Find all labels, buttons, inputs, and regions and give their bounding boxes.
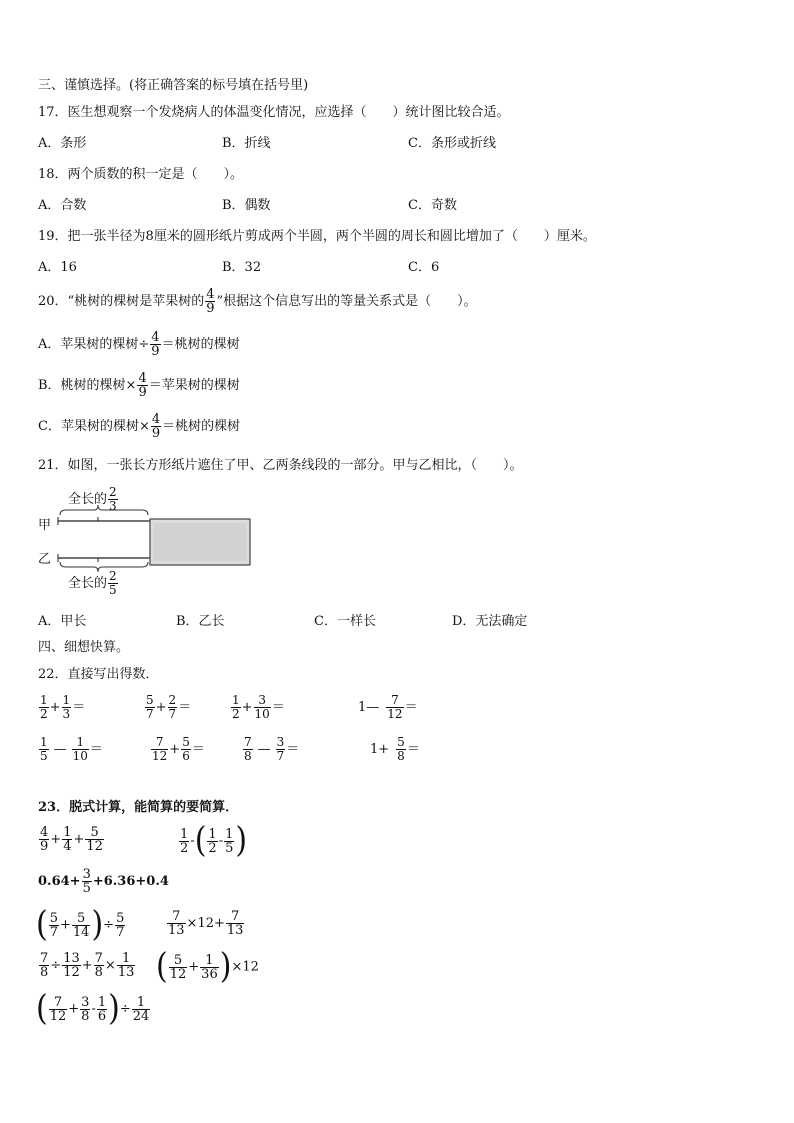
fraction [224, 828, 234, 855]
right-paren: ) [219, 946, 232, 987]
fraction-numerator: 3 [258, 693, 266, 707]
operator: + [241, 700, 253, 715]
fraction [39, 736, 49, 763]
q17-option-a: A．条形 [38, 136, 87, 151]
q23-expr-3 [38, 868, 169, 895]
fraction [386, 694, 403, 721]
fraction-numerator: 1 [180, 826, 189, 842]
fraction-denominator: 12 [49, 1008, 67, 1024]
operator: — [257, 742, 271, 757]
q18-option-b: B．偶数 [222, 198, 271, 213]
q18-option-a: A．合数 [38, 198, 87, 213]
q22-item-1 [38, 694, 85, 721]
fraction-numerator: 1 [136, 994, 146, 1010]
q21-option-a: A．甲长 [38, 614, 87, 629]
q20-option-a [38, 328, 240, 362]
q22-item-8 [370, 736, 420, 763]
left-paren: ( [36, 904, 48, 945]
fraction-numerator: 5 [49, 910, 58, 926]
fraction-denominator: 12 [86, 839, 103, 854]
lead-term: 1+ [370, 742, 390, 757]
fraction-numerator: 3 [81, 994, 90, 1010]
q22-item-7 [242, 736, 299, 763]
fraction [181, 736, 191, 763]
fraction-numerator: 2 [168, 693, 177, 707]
question-21-stem: 21．如图，一张长方形纸片遮住了甲、乙两条线段的一部分。甲与乙相比，（ ）。 [38, 458, 523, 473]
label-jia: 甲 [38, 518, 52, 533]
fraction-numerator: 5 [90, 825, 99, 840]
question-23-stem: 23．脱式计算，能简算的要简算． [38, 800, 239, 815]
fraction [132, 996, 151, 1023]
q23-expr-1 [38, 826, 105, 853]
fraction-numerator: 1 [121, 951, 131, 966]
q19-option-c: C．6 [408, 260, 440, 275]
left-paren: ( [194, 820, 207, 861]
fraction-numerator: 3 [276, 735, 285, 749]
fraction-denominator: 6 [182, 749, 190, 763]
fraction-denominator: 12 [63, 965, 80, 980]
q22-item-2 [144, 694, 191, 721]
right-paren: ) [108, 988, 120, 1029]
fraction-denominator: 24 [132, 1008, 150, 1024]
q21-diagram [36, 486, 256, 598]
fraction-numerator: 5 [173, 952, 183, 968]
fraction [231, 694, 241, 721]
operator: + [169, 742, 181, 757]
fraction-denominator: 8 [94, 965, 103, 980]
operator: + [49, 700, 61, 715]
bottom-caption [68, 570, 119, 597]
equals-sign: ＝ [406, 742, 420, 757]
fraction [115, 912, 125, 939]
fraction-denominator: 12 [169, 966, 187, 982]
equals-sign: ＝ [178, 700, 192, 715]
question-19-stem: 19．把一张半径为8厘米的圆形纸片剪成两个半圆，两个半圆的周长和圆比增加了（ ）厘米。 [38, 229, 596, 244]
fraction-numerator: 7 [40, 951, 49, 966]
fraction-denominator: 12 [387, 707, 403, 721]
fraction-denominator: 13 [168, 923, 185, 938]
fraction [226, 910, 245, 937]
q18-option-c: C．奇数 [408, 198, 457, 213]
option-prefix: A．苹果树的棵树÷ [38, 337, 150, 352]
operator: + [81, 958, 93, 973]
fraction [39, 952, 49, 979]
fraction-denominator: 5 [109, 583, 117, 597]
q23-expr-6 [38, 952, 136, 979]
fraction-numerator: 13 [63, 951, 80, 966]
fraction-numerator: 1 [225, 826, 234, 842]
fraction-numerator: 4 [138, 371, 147, 386]
section-4-title: 四、细想快算。 [38, 640, 130, 655]
option-prefix: B．桃树的棵树× [38, 378, 137, 393]
fraction-numerator: 7 [231, 909, 240, 924]
q21-option-c: C．一样长 [314, 614, 376, 629]
q20-option-b [38, 369, 240, 403]
fraction-numerator: 5 [397, 735, 405, 749]
fraction-denominator: 7 [116, 924, 125, 940]
fraction-numerator: 1 [232, 693, 240, 707]
fraction [85, 826, 104, 853]
equals-sign: ＝ [89, 742, 103, 757]
fraction [151, 736, 168, 763]
fraction-denominator: 8 [397, 749, 405, 763]
fraction-numerator: 1 [62, 693, 71, 707]
q17-option-b: B．折线 [222, 136, 271, 151]
fraction-numerator: 5 [182, 735, 190, 749]
fraction-numerator: 7 [94, 951, 103, 966]
fraction [207, 828, 217, 855]
fraction-denominator: 9 [151, 426, 161, 441]
q21-option-d: D．无法确定 [452, 614, 528, 629]
right-paren: ) [235, 820, 248, 861]
fraction-denominator: 8 [244, 749, 252, 763]
fraction-four-ninths [151, 413, 161, 440]
fraction-numerator: 1 [40, 693, 48, 707]
fraction-numerator: 1 [97, 994, 107, 1010]
fraction-four-ninths [150, 331, 160, 358]
fraction [276, 736, 286, 763]
fraction-denominator: 7 [276, 749, 285, 763]
fraction [62, 826, 72, 853]
fraction [117, 952, 136, 979]
q23-expr-5 [166, 910, 245, 937]
fraction-denominator: 9 [40, 839, 49, 854]
operator: - [218, 833, 224, 849]
operator: + [60, 917, 71, 933]
fraction-numerator: 5 [146, 693, 154, 707]
operator: ÷ [50, 958, 62, 973]
fraction-two-thirds [108, 486, 118, 513]
operator: + [155, 700, 167, 715]
q23-expr-4 [36, 904, 126, 945]
fraction [168, 694, 178, 721]
fraction-denominator: 2 [208, 840, 217, 856]
operator: - [190, 833, 195, 849]
equals-sign: ＝ [271, 700, 285, 715]
operator: — [53, 742, 67, 757]
q22-item-6 [150, 736, 205, 763]
fraction-denominator: 10 [72, 749, 88, 763]
fraction [80, 996, 90, 1023]
fraction [49, 912, 59, 939]
option-suffix: ＝苹果树的棵树 [148, 378, 240, 393]
q20-stem-suffix: ”根据这个信息写出的等量关系式是（ ）。 [216, 294, 477, 309]
operator: + [73, 832, 85, 847]
caption-text: 全长的 [68, 492, 108, 507]
expr-suffix: ×12 [231, 959, 259, 975]
fraction-denominator: 5 [40, 749, 48, 763]
fraction-denominator: 13 [117, 965, 135, 980]
fraction [145, 694, 155, 721]
fraction-numerator: 2 [109, 485, 117, 499]
operator: ÷ [103, 917, 115, 933]
option-prefix: C．苹果树的棵树× [38, 419, 150, 434]
fraction [39, 694, 49, 721]
operator: × [104, 958, 116, 973]
lead-term: 1— [358, 700, 380, 715]
fraction [243, 736, 253, 763]
fraction-denominator: 2 [180, 840, 189, 856]
caption-text: 全长的 [68, 576, 108, 591]
fraction-numerator: 5 [116, 910, 125, 926]
fraction-denominator: 13 [226, 923, 244, 938]
fraction [200, 954, 219, 981]
fraction [62, 694, 72, 721]
question-22-stem: 22．直接写出得数． [38, 667, 159, 682]
fraction-four-ninths [137, 372, 147, 399]
fraction [169, 954, 188, 981]
q20-option-c [38, 410, 240, 444]
question-17-stem: 17．医生想观察一个发烧病人的体温变化情况，应选择（ ）统计图比较合适。 [38, 105, 510, 120]
covering-paper-shade [154, 523, 246, 561]
equals-sign: ＝ [191, 742, 205, 757]
fraction-numerator: 7 [244, 735, 252, 749]
fraction-numerator: 1 [40, 735, 48, 749]
fraction-numerator: 7 [172, 909, 181, 924]
q23-expr-2 [178, 820, 248, 861]
q22-item-5 [38, 736, 103, 763]
fraction-numerator: 1 [76, 735, 85, 749]
fraction-numerator: 4 [40, 825, 49, 840]
fraction-numerator: 4 [151, 330, 160, 345]
fraction [82, 868, 92, 895]
fraction-numerator: 3 [82, 867, 91, 882]
fraction-denominator: 7 [168, 707, 177, 721]
q23-expr-7 [156, 946, 259, 987]
label-yi: 乙 [38, 552, 52, 567]
fraction-four-ninths [205, 288, 215, 315]
operator: + [188, 959, 200, 975]
q22-item-3 [230, 694, 285, 721]
fraction-denominator: 5 [82, 881, 91, 896]
fraction-denominator: 4 [63, 839, 72, 854]
fraction [179, 828, 189, 855]
fraction-denominator: 10 [254, 707, 270, 721]
equals-sign: ＝ [72, 700, 86, 715]
fraction-numerator: 4 [151, 412, 161, 427]
fraction-two-fifths [108, 570, 118, 597]
q19-option-b: B．32 [222, 260, 262, 275]
fraction [39, 826, 49, 853]
fraction [167, 910, 186, 937]
q23-expr-8 [36, 988, 151, 1029]
operator: + [50, 832, 62, 847]
fraction-numerator: 5 [77, 910, 86, 926]
q21-option-b: B．乙长 [176, 614, 225, 629]
q20-stem-prefix: 20．“桃树的棵树是苹果树的 [38, 294, 205, 309]
fraction-denominator: 3 [62, 707, 71, 721]
expr-middle: ×12+ [186, 916, 225, 931]
fraction-denominator: 9 [206, 301, 215, 316]
fraction-denominator: 9 [138, 385, 147, 400]
fraction-denominator: 8 [81, 1008, 90, 1024]
fraction-denominator: 7 [49, 924, 58, 940]
fraction-denominator: 9 [151, 344, 160, 359]
fraction-denominator: 2 [40, 707, 48, 721]
question-18-stem: 18．两个质数的积一定是（ ）。 [38, 167, 244, 182]
q19-option-a: A．16 [38, 260, 77, 275]
left-paren: ( [156, 946, 168, 987]
right-paren: ) [91, 904, 104, 945]
fraction-denominator: 7 [146, 707, 154, 721]
question-20-stem [38, 285, 477, 319]
fraction-denominator: 36 [201, 966, 218, 982]
operator: ÷ [119, 1001, 131, 1017]
fraction-numerator: 1 [205, 952, 214, 968]
expr-suffix: +6.36+0.4 [92, 874, 169, 889]
fraction-numerator: 2 [109, 569, 117, 583]
fraction-numerator: 1 [63, 825, 72, 840]
fraction [254, 694, 271, 721]
fraction-denominator: 3 [109, 499, 117, 513]
fraction [49, 996, 68, 1023]
operator: - [91, 1001, 96, 1017]
q22-item-4 [358, 694, 418, 721]
fraction-numerator: 7 [155, 735, 164, 749]
fraction-denominator: 12 [152, 749, 168, 763]
operator: + [68, 1001, 80, 1017]
section-3-title: 三、谨慎选择。(将正确答案的标号填在括号里) [38, 78, 309, 93]
fraction-denominator: 2 [232, 707, 240, 721]
expr-prefix: 0.64+ [38, 874, 81, 889]
q17-option-c: C．条形或折线 [408, 136, 496, 151]
fraction-numerator: 4 [206, 287, 215, 302]
fraction-numerator: 1 [208, 826, 217, 842]
fraction-denominator: 8 [40, 965, 49, 980]
fraction [396, 736, 406, 763]
option-suffix: ＝桃树的棵树 [162, 419, 241, 434]
top-caption [68, 486, 119, 513]
fraction-numerator: 7 [391, 693, 399, 707]
fraction [72, 736, 89, 763]
equals-sign: ＝ [286, 742, 300, 757]
fraction [62, 952, 81, 979]
fraction [72, 912, 91, 939]
equals-sign: ＝ [404, 700, 418, 715]
fraction-denominator: 14 [72, 924, 90, 940]
fraction [97, 996, 107, 1023]
fraction-denominator: 6 [97, 1008, 107, 1024]
left-paren: ( [36, 988, 48, 1029]
fraction-numerator: 7 [53, 994, 63, 1010]
fraction-denominator: 5 [225, 840, 234, 856]
fraction [94, 952, 104, 979]
option-suffix: ＝桃树的棵树 [161, 337, 240, 352]
